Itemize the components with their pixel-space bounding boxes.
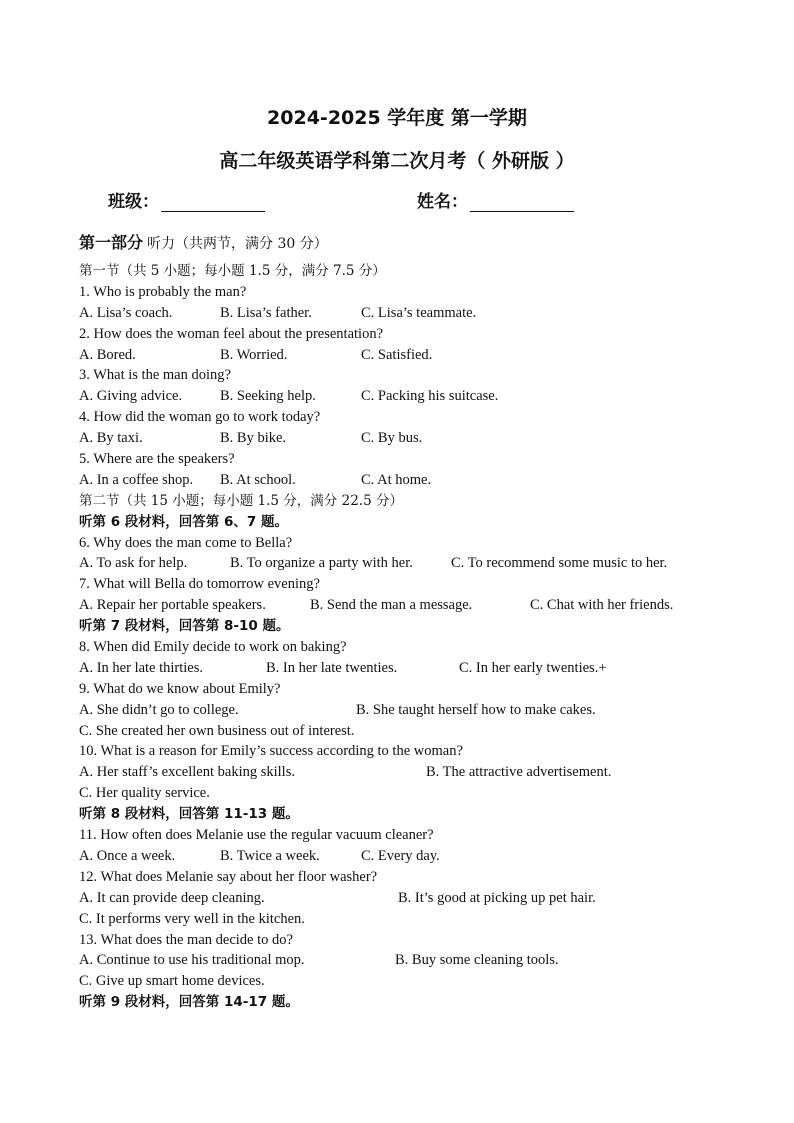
question-text: C. Her quality service. — [79, 785, 210, 802]
question-list — [79, 261, 719, 1013]
option-row — [79, 595, 719, 616]
option-row — [79, 386, 719, 407]
question-text: 7. What will Bella do tomorrow evening? — [79, 576, 320, 593]
answer-option: C. In her early twenties.+ — [459, 659, 607, 676]
question-text: 13. What does the man decide to do? — [79, 931, 293, 948]
option-row — [79, 846, 719, 867]
option-row — [79, 950, 719, 971]
answer-option: B. The attractive advertisement. — [426, 764, 612, 781]
answer-option: B. Worried. — [220, 346, 288, 363]
answer-option: B. In her late twenties. — [266, 659, 398, 676]
question-text: 12. What does Melanie say about her floor washer? — [79, 868, 378, 885]
answer-option: A. Lisa’s coach. — [79, 304, 173, 321]
answer-option: B. At school. — [220, 471, 296, 488]
question-text: 11. How often does Melanie use the regular vacuum cleaner? — [79, 827, 434, 844]
part1-title: 第一部分 — [79, 233, 144, 252]
answer-option: A. In her late thirties. — [79, 659, 204, 676]
question-text: 3. What is the man doing? — [79, 367, 231, 384]
answer-option: A. In a coffee shop. — [79, 471, 194, 488]
option-row — [79, 470, 719, 491]
class-label: 班级： — [108, 192, 159, 212]
option-row — [79, 888, 719, 909]
answer-option: B. It’s good at picking up pet hair. — [398, 889, 596, 906]
answer-option: B. She taught herself how to make cakes. — [356, 701, 596, 718]
question-text: C. Give up smart home devices. — [79, 973, 265, 990]
answer-option: C. Every day. — [361, 847, 440, 864]
exam-title-year: 2024-2025 学年度 第一学期 — [267, 107, 527, 129]
name-blank[interactable] — [470, 193, 574, 212]
option-row — [79, 428, 719, 449]
question-text: 1. Who is probably the man? — [79, 283, 247, 300]
answer-option: B. Twice a week. — [220, 847, 320, 864]
question-text: 5. Where are the speakers? — [79, 451, 235, 468]
material-instruction: 听第 6 段材料，回答第 6、7 题。 — [79, 513, 288, 530]
class-field — [108, 187, 265, 212]
part1-heading — [79, 230, 328, 253]
answer-option: C. Packing his suitcase. — [361, 388, 499, 405]
answer-option: A. It can provide deep cleaning. — [79, 889, 265, 906]
answer-option: B. By bike. — [220, 430, 287, 447]
answer-option: A. She didn’t go to college. — [79, 701, 239, 718]
question-text: 6. Why does the man come to Bella? — [79, 534, 293, 551]
option-row — [79, 658, 719, 679]
option-row — [79, 345, 719, 366]
name-field — [417, 187, 574, 212]
option-row — [79, 553, 719, 574]
part1-note: 听力（共两节，满分 30 分） — [147, 236, 328, 252]
name-label: 姓名： — [417, 192, 468, 212]
question-text: 4. How did the woman go to work today? — [79, 409, 321, 426]
question-text: 10. What is a reason for Emily’s success according to the woman? — [79, 743, 463, 760]
answer-option: C. Satisfied. — [361, 346, 433, 363]
answer-option: B. Lisa’s father. — [220, 304, 312, 321]
answer-option: B. Send the man a message. — [310, 597, 473, 614]
answer-option: A. Bored. — [79, 346, 136, 363]
answer-option: A. By taxi. — [79, 430, 143, 447]
exam-title-subject: 高二年级英语学科第二次月考（ 外研版 ） — [219, 150, 575, 172]
material-instruction: 听第 8 段材料，回答第 11-13 题。 — [79, 806, 299, 823]
answer-option: A. Her staff’s excellent baking skills. — [79, 764, 295, 781]
answer-option: A. Giving advice. — [79, 388, 183, 405]
answer-option: A. To ask for help. — [79, 555, 188, 572]
answer-option: A. Continue to use his traditional mop. — [79, 952, 305, 969]
student-info — [0, 187, 794, 213]
answer-option: C. Chat with her friends. — [530, 597, 674, 614]
option-row — [79, 303, 719, 324]
answer-option: B. Seeking help. — [220, 388, 316, 405]
option-row — [79, 700, 719, 721]
option-row — [79, 762, 719, 783]
question-text: 9. What do we know about Emily? — [79, 680, 281, 697]
question-text: C. She created her own business out of interest. — [79, 722, 355, 739]
answer-option: C. By bus. — [361, 430, 423, 447]
answer-option: A. Repair her portable speakers. — [79, 597, 266, 614]
question-text: C. It performs very well in the kitchen. — [79, 910, 305, 927]
answer-option: B. Buy some cleaning tools. — [395, 952, 559, 969]
answer-option: C. At home. — [361, 471, 432, 488]
question-text: 8. When did Emily decide to work on baking? — [79, 639, 347, 656]
material-instruction: 听第 7 段材料，回答第 8-10 题。 — [79, 618, 290, 635]
question-text: 2. How does the woman feel about the presentation? — [79, 325, 384, 342]
material-instruction: 听第 9 段材料，回答第 14-17 题。 — [79, 994, 299, 1011]
answer-option: C. Lisa’s teammate. — [361, 304, 477, 321]
section-heading: 第二节（共 15 小题；每小题 1.5 分，满分 22.5 分） — [79, 492, 403, 509]
class-blank[interactable] — [161, 193, 265, 212]
answer-option: B. To organize a party with her. — [230, 555, 413, 572]
section-heading: 第一节（共 5 小题；每小题 1.5 分，满分 7.5 分） — [79, 263, 386, 279]
answer-option: A. Once a week. — [79, 847, 176, 864]
answer-option: C. To recommend some music to her. — [451, 555, 668, 572]
